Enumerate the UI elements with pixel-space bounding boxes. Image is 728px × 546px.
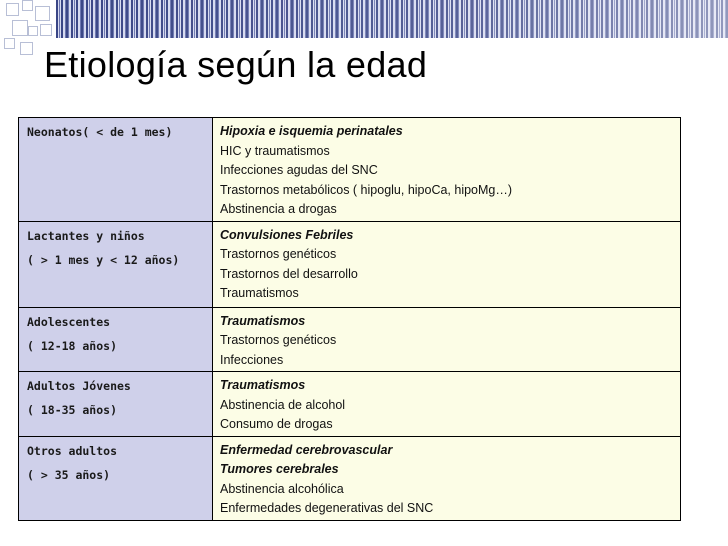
causes-cell — [213, 118, 681, 222]
age-group-label: Otros adultos — [27, 443, 118, 458]
table-row — [19, 221, 681, 307]
age-range-label: ( 18-35 años) — [27, 403, 118, 417]
cause-primary: Traumatismos — [220, 313, 306, 328]
cause-item: HIC y traumatismos — [220, 143, 330, 158]
age-group-cell — [19, 221, 213, 307]
cause-item: Trastornos del desarrollo — [220, 266, 358, 281]
cause-item: Consumo de drogas — [220, 417, 333, 431]
age-group-cell — [19, 436, 213, 520]
slide-title: Etiología según la edad — [44, 44, 428, 85]
cause-primary: Convulsiones Febriles — [220, 227, 354, 242]
cause-item: Infecciones agudas del SNC — [220, 163, 378, 177]
age-range-label: ( > 35 años) — [27, 467, 111, 482]
causes-cell — [213, 372, 681, 437]
cause-item: Enfermedades degenerativas del SNC — [220, 501, 434, 515]
cause-primary: Hipoxia e isquemia perinatales — [220, 124, 403, 138]
etiology-table — [18, 117, 681, 521]
age-group-label: Adultos Jóvenes — [27, 379, 131, 393]
age-group-cell — [19, 372, 213, 437]
table-row — [19, 118, 681, 222]
cause-item: Abstinencia de alcohol — [220, 397, 346, 412]
cause-item: Trastornos metabólicos ( hipoglu, hipoCa, hipoMg…) — [220, 182, 513, 197]
age-group-cell — [19, 307, 213, 372]
table-row — [19, 436, 681, 520]
age-group-cell — [19, 118, 213, 222]
cause-primary: Traumatismos — [220, 378, 306, 392]
cause-item: Abstinencia alcohólica — [220, 481, 344, 496]
cause-item: Trastornos genéticos — [220, 247, 337, 261]
age-group-label: Neonatos( < de 1 mes) — [27, 125, 173, 139]
age-range-label: ( > 1 mes y < 12 años) — [27, 252, 180, 267]
age-group-label: Adolescentes — [27, 314, 111, 329]
age-range-label: ( 12-18 años) — [27, 338, 118, 353]
table-row — [19, 307, 681, 372]
cause-primary: Enfermedad cerebrovascular — [220, 442, 393, 457]
causes-cell — [213, 307, 681, 372]
cause-item: Traumatismos — [220, 286, 299, 300]
age-group-label: Lactantes y niños — [27, 228, 145, 243]
causes-cell — [213, 436, 681, 520]
causes-cell — [213, 221, 681, 307]
cause-item: Infecciones — [220, 352, 284, 367]
cause-primary: Tumores cerebrales — [220, 462, 339, 476]
header-stripe-fade — [56, 0, 728, 38]
table-row — [19, 372, 681, 437]
cause-item: Abstinencia a drogas — [220, 202, 337, 216]
cause-item: Trastornos genéticos — [220, 333, 337, 347]
